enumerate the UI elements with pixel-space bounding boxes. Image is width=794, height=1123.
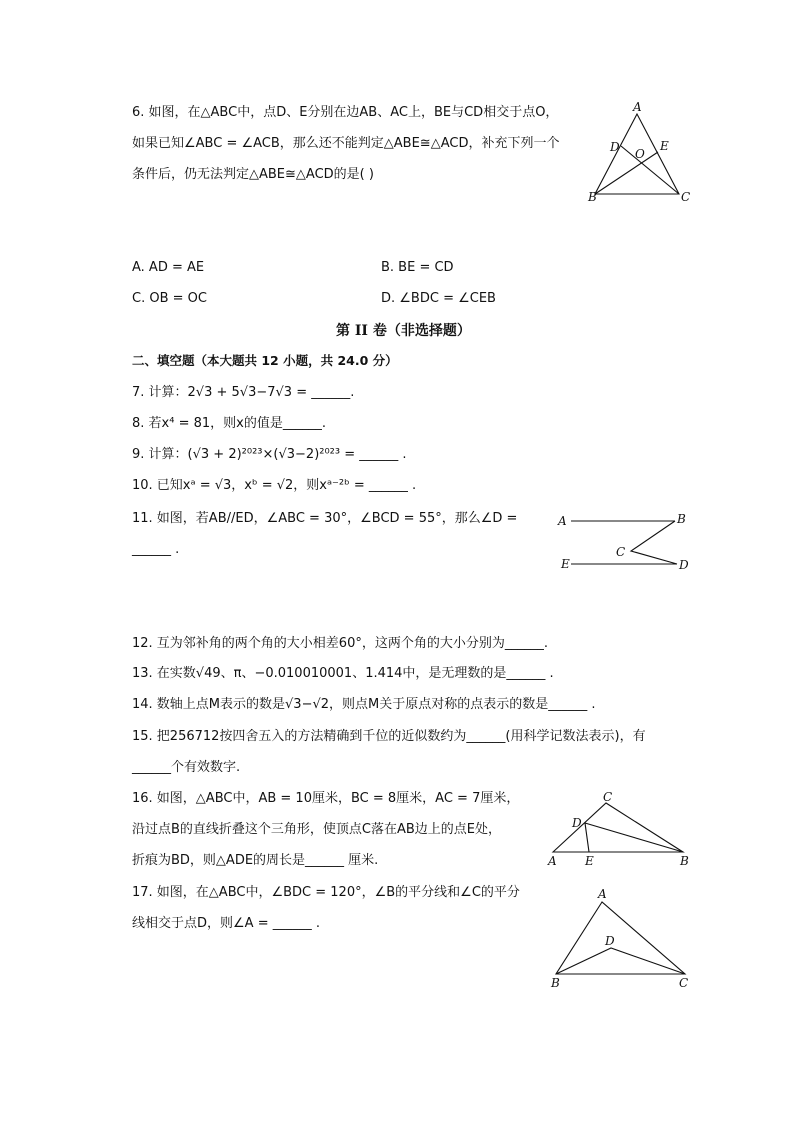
q10-text: 10. 已知xᵃ = √3，xᵇ = √2，则xᵃ⁻²ᵇ = ______ .	[132, 478, 417, 493]
q8-text: 8. 若x⁴ = 81，则x的值是______.	[132, 416, 326, 431]
q16-figure	[543, 790, 693, 870]
q16-label-e: E	[585, 854, 594, 868]
q16-segment-bd	[585, 823, 683, 852]
q16-line1: 16. 如图，△ABC中，AB = 10厘米，BC = 8厘米，AC = 7厘米，	[132, 791, 520, 806]
q15-line1: 15. 把256712按四舍五入的方法精确到千位的近似数约为______(用科学记数法表示)，有	[132, 729, 646, 744]
q7-text: 7. 计算：2√3 + 5√3−7√3 = ______.	[132, 385, 355, 400]
q16-label-d: D	[572, 816, 582, 830]
q11-label-e: E	[561, 557, 570, 571]
q11-label-d: D	[679, 558, 689, 572]
q6-label-a: A	[633, 100, 642, 114]
q15-line2: ______个有效数字.	[132, 760, 241, 775]
q6-figure	[582, 100, 702, 215]
q11-path-bcd	[631, 521, 677, 564]
q17-label-b: B	[551, 976, 560, 990]
section-subtitle: 二、填空题（本大题共 12 小题，共 24.0 分）	[132, 353, 398, 368]
q16-line3: 折痕为BD，则△ADE的周长是______ 厘米.	[132, 853, 379, 868]
q17-line1: 17. 如图，在△ABC中，∠BDC = 120°，∠B的平分线和∠C的平分	[132, 885, 520, 900]
q6-line3: 条件后，仍无法判定△ABE≅△ACD的是( )	[132, 167, 374, 182]
q11-label-b: B	[677, 512, 686, 526]
q6-option-d: D. ∠BDC = ∠CEB	[381, 291, 496, 306]
q6-label-b: B	[588, 190, 597, 204]
q11-line1: 11. 如图，若AB//ED，∠ABC = 30°，∠BCD = 55°，那么∠D =	[132, 511, 518, 526]
q16-label-c: C	[603, 790, 613, 804]
q11-line2: ______ .	[132, 542, 180, 557]
q11-label-a: A	[558, 514, 567, 528]
q6-label-d: D	[610, 140, 620, 154]
q6-option-b: B. BE = CD	[381, 260, 454, 275]
q11-label-c: C	[616, 545, 626, 559]
q9-text: 9. 计算：(√3 + 2)²⁰²³×(√3−2)²⁰²³ = ______ .	[132, 447, 407, 462]
q6-segment-cd	[621, 146, 679, 194]
q12-text: 12. 互为邻补角的两个角的大小相差60°，这两个角的大小分别为______.	[132, 636, 548, 651]
q17-label-d: D	[605, 934, 615, 948]
q6-line2: 如果已知∠ABC = ∠ACB，那么还不能判定△ABE≅△ACD，补充下列一个	[132, 136, 560, 151]
q14-text: 14. 数轴上点M表示的数是√3−√2，则点M关于原点对称的点表示的数是______ .	[132, 697, 596, 712]
q16-label-a: A	[548, 854, 557, 868]
q6-label-e: E	[660, 139, 669, 153]
q16-line2: 沿过点B的直线折叠这个三角形，使顶点C落在AB边上的点E处，	[132, 822, 502, 837]
q6-segment-be	[595, 152, 658, 194]
q16-segment-de	[585, 823, 589, 852]
section-title: 第 II 卷（非选择题）	[336, 323, 471, 339]
q6-label-o: O	[635, 147, 645, 161]
q17-triangle-abc	[556, 902, 685, 974]
q6-line1: 6. 如图，在△ABC中，点D、E分别在边AB、AC上，BE与CD相交于点O，	[132, 105, 559, 120]
q17-line2: 线相交于点D，则∠A = ______ .	[132, 916, 320, 931]
q6-option-c: C. OB = OC	[132, 291, 207, 306]
q6-label-c: C	[681, 190, 691, 204]
q17-figure	[545, 884, 695, 994]
q17-label-c: C	[679, 976, 689, 990]
q13-text: 13. 在实数√49、π、−0.010010001、1.414中，是无理数的是______ .	[132, 666, 554, 681]
q6-option-a: A. AD = AE	[132, 260, 205, 275]
q16-label-b: B	[680, 854, 689, 868]
q17-label-a: A	[598, 887, 607, 901]
q17-bisectors	[556, 948, 685, 974]
q11-figure	[555, 508, 705, 578]
